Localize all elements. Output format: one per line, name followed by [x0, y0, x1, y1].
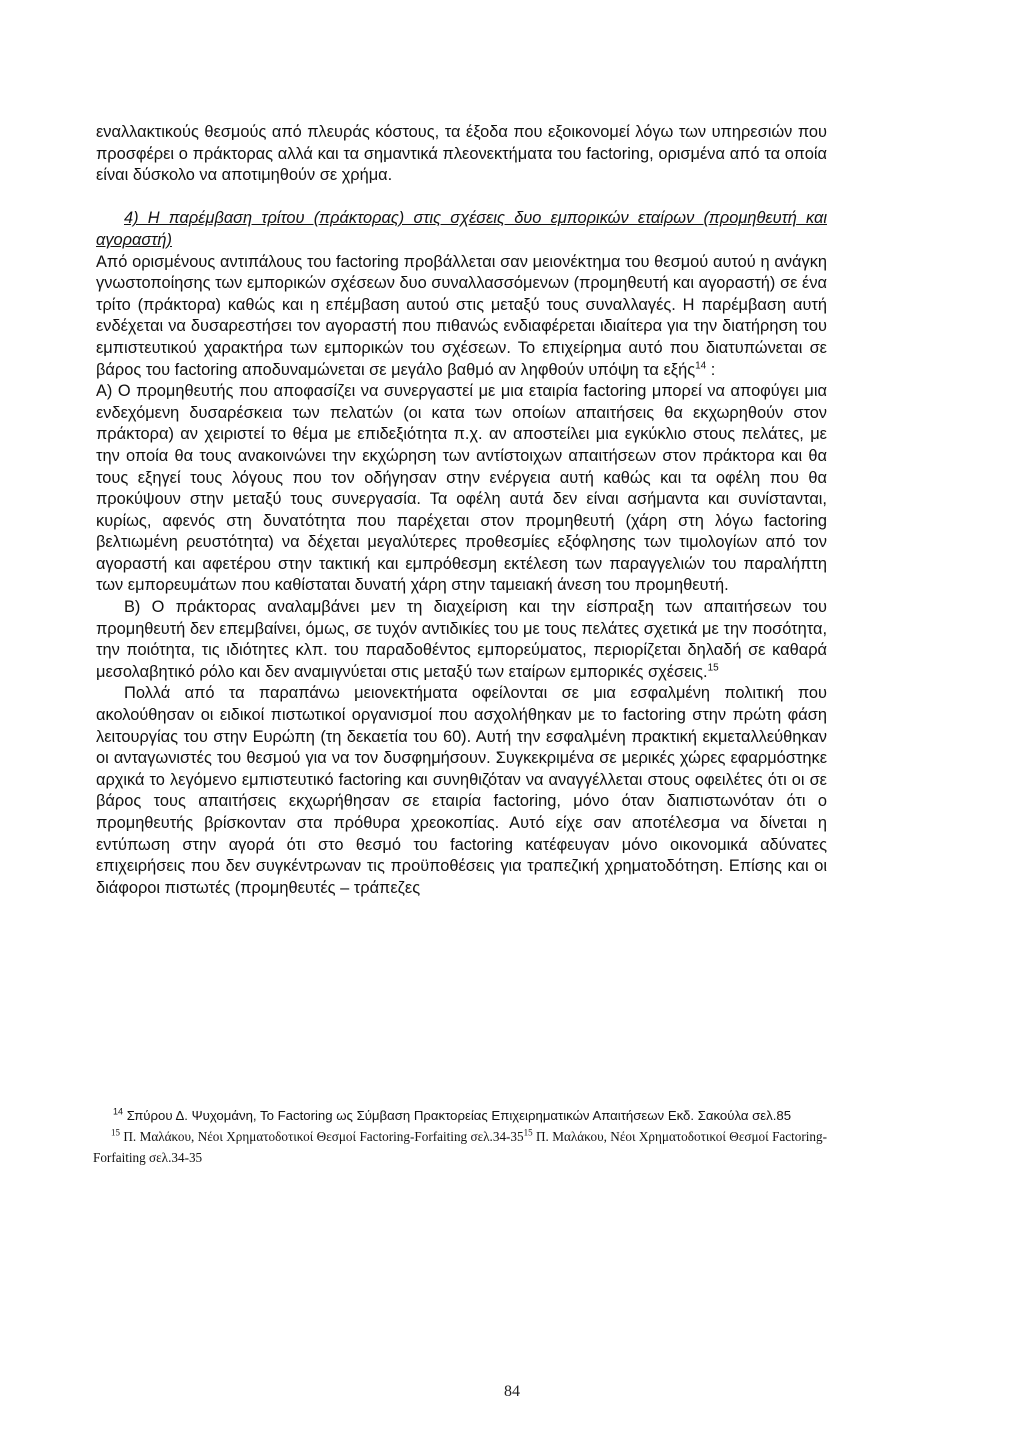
- footnote-14: [93, 1105, 827, 1126]
- page-number: 84: [504, 1383, 520, 1400]
- footnote-14-text: Σπύρου Δ. Ψυχομάνη, Το Factoring ως Σύμβαση Πρακτορείας Επιχειρηματικών Απαιτήσεων Εκδ. Σακούλα σελ.85: [126, 1108, 792, 1123]
- paragraph-disadvantage: [96, 252, 827, 382]
- footnotes: [93, 1105, 827, 1168]
- paragraph-point-a: Α) Ο προμηθευτής που αποφασίζει να συνεργαστεί με μια εταιρία factoring μπορεί να αποφύγει μια ενδεχόμενη δυσαρέσκεια των πελατών (οι κατα των οποίων απαιτήσεις θα εκχωρηθούν στον πράκτορα) αν χειριστεί το θέμα με επιδεξιότητα π.χ. αν αποστείλει μια εγκύκλιο στους πελάτες, με την οποία θα τους ανακοινώνει την εκχώρηση των αντίστοιχων απαιτήσεων στον πράκτορα και θα τους εξηγεί τους λόγους που τον οδήγησαν στην ενέργεια αυτή καθώς και τα οφέλη που θα προκύψουν στην μεταξύ τους συνεργασία. Τα οφέλη αυτά δεν είναι ασήμαντα και συνίστανται, κυρίως, αφενός στη δυνατότητα που παρέχεται στον προμηθευτή (χάρη στη λόγω factoring βελτιωμένη ρευστότητα) να δέχεται μεγαλύτερες προθεσμίες εξόφλησης των τιμολογίων από τον αγοραστή και αφετέρου στην τακτική και εμπρόθεσμη εκτέλεση των παραγγελιών του παραλήπτη των εμπορευμάτων που καθίσταται δυνατή χάρη στην ταμειακή άνεση του προμηθευτή.: [96, 382, 827, 595]
- paragraph-intro: εναλλακτικούς θεσμούς από πλευράς κόστους, τα έξοδα που εξοικονομεί λόγω των υπηρεσιών που προσφέρει ο πράκτορας αλλά και τα σημαντικά πλεονεκτήματα του factoring, ορισμένα από τα οποία είναι δύσκολο να αποτιμηθούν σε χρήμα.: [96, 123, 827, 185]
- section-heading: 4) Η παρέμβαση τρίτου (πράκτορας) στις σχέσεις δυο εμπορικών εταίρων (προμηθευτή και αγοραστή): [96, 209, 827, 249]
- footnote-15-text: Π. Μαλάκου, Νέοι Χρηματοδοτικοί Θεσμοί Factoring-Forfaiting σελ.34-35: [123, 1129, 524, 1144]
- footnote-14-number: 14: [113, 1106, 124, 1117]
- footnote-15: [93, 1126, 827, 1168]
- paragraph-disadvantage-text: Από ορισμένους αντιπάλους του factoring προβάλλεται σαν μειονέκτημα του θεσμού αυτού η ανάγκη γνωστοποίησης των εμπορικών σχέσεων δυο συναλλασσόμενων (προμηθευτή και αγοραστή) σε ένα τρίτο (πράκτορα) καθώς και η επέμβαση αυτού στις μεταξύ τους συναλλαγές. Η παρέμβαση αυτή ενδέχεται να δυσαρεστήσει τον αγοραστή που πιθανώς ενδιαφέρεται ιδιαίτερα για την διατήρηση του εμπιστευτικού χαρακτήρα των εμπορικών του σχέσεων. Το επιχείρημα αυτό που διατυπώνεται σε βάρος του factoring αποδυναμώνεται σε μεγάλο βαθμό αν ληφθούν υπόψη τα εξής: [96, 252, 827, 379]
- footnote-ref-15: 15: [707, 662, 719, 674]
- paragraph-point-b-text: Β) Ο πράκτορας αναλαμβάνει μεν τη διαχείριση και την είσπραξη των απαιτήσεων του προμηθευτή δεν επεμβαίνει, όμως, σε τυχόν αντιδικίες του με τους πελάτες σχετικά με την ποσότητα, την ποιότητα, τις ιδιότητες κλπ. του παραδοθέντος εμπορεύματος, περιορίζεται δηλαδή σε καθαρά μεσολαβητικό ρόλο και δεν αναμιγνύεται στις μεταξύ των εταίρων εμπορικές σχέσεις.: [96, 598, 827, 681]
- paragraph-disadvantage-tail: :: [706, 360, 716, 379]
- footnote-15-text-repeat: Π. Μαλάκου, Νέοι Χρηματοδοτικοί Θεσμοί Factoring-Forfaiting σελ.34-35: [93, 1129, 828, 1165]
- footnote-15-number: 15: [111, 1127, 120, 1138]
- body-text: [96, 122, 827, 899]
- footnote-15-inner-number: 15: [523, 1127, 533, 1138]
- paragraph-point-b: [96, 597, 827, 683]
- footnote-ref-14: 14: [695, 360, 707, 372]
- paragraph-history: Πολλά από τα παραπάνω μειονεκτήματα οφείλονται σε μια εσφαλμένη πολιτική που ακολούθησαν οι ειδικοί πιστωτικοί οργανισμοί που ασχολήθηκαν με το factoring στην πρώτη φάση λειτουργίας του στην Ευρώπη (τη δεκαετία του 60). Αυτή την εσφαλμένη πρακτική εκμεταλλεύθηκαν οι ανταγωνιστές του θεσμού για να τον δυσφημήσουν. Συγκεκριμένα σε μερικές χώρες εφαρμόστηκε αρχικά το λεγόμενο εμπιστευτικό factoring και συνηθιζόταν να αναγγέλλεται στους οφειλέτες ότι οι σε βάρος τους απαιτήσεις εκχωρήθησαν σε εταιρία factoring, μόνο όταν διαπιστωνόταν ότι ο προμηθευτής βρίσκονταν στα πρόθυρα χρεοκοπίας. Αυτό είχε σαν αποτέλεσμα να δίνεται η εντύπωση στην αγορά ότι στο θεσμό του factoring κατέφευγαν μόνο οικονομικά αδύνατες επιχειρήσεις που δεν συγκέντρωναν τις προϋποθέσεις για τραπεζική χρηματοδότηση. Επίσης και οι διάφοροι πιστωτές (προμηθευτές – τράπεζες: [96, 684, 827, 897]
